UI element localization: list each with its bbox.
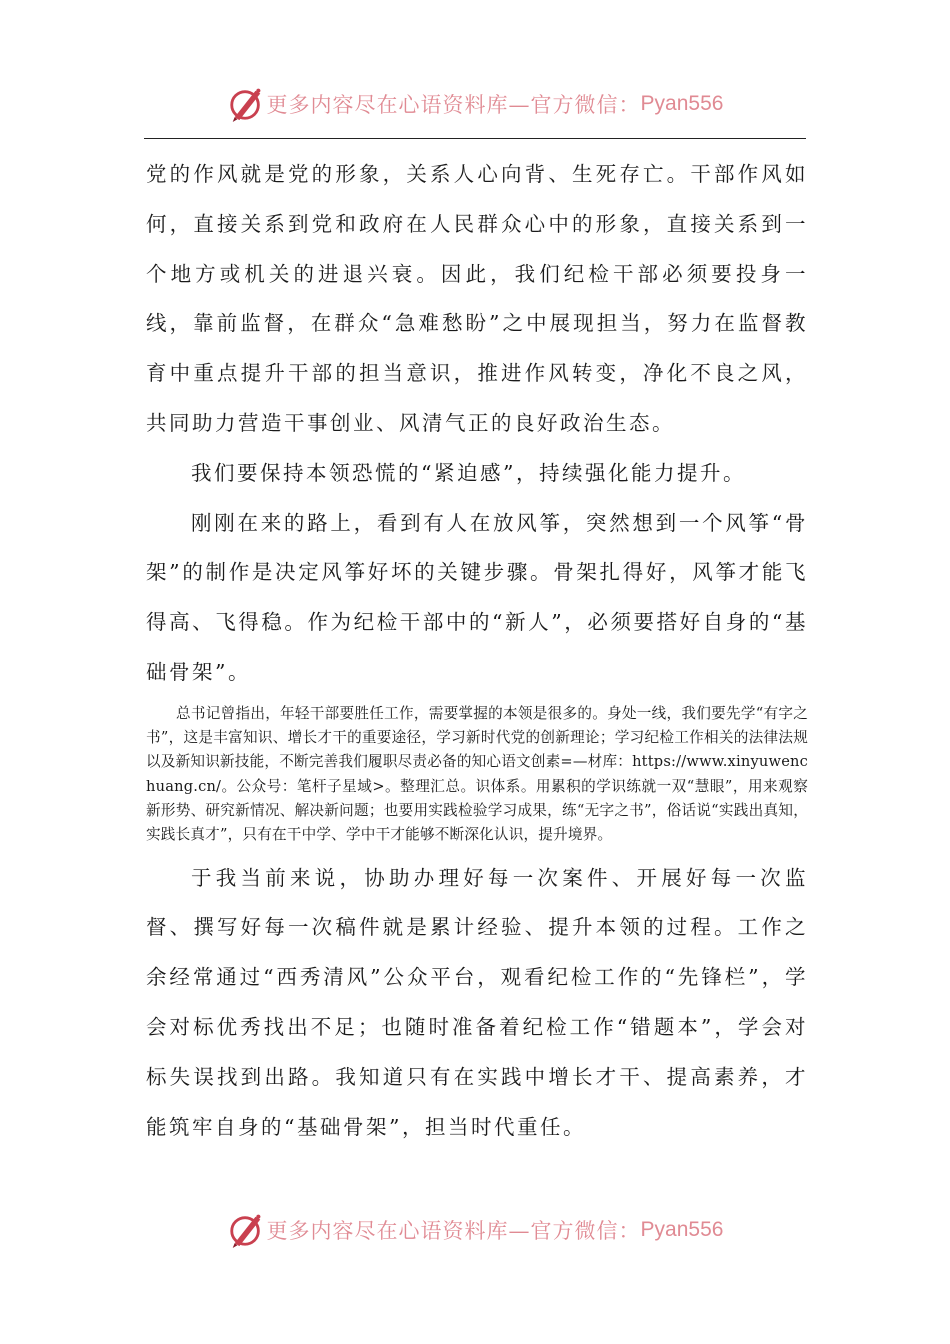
header-wechat-id: Pyan556 — [640, 92, 724, 115]
footer-banner-text: 更多内容尽在心语资料库—官方微信： — [266, 1219, 641, 1243]
small-print-paragraph: 总书记曾指出，年轻干部要胜任工作，需要掌握的本领是很多的。身处一线，我们要先学“有字之书”，这是丰富知识、增长才干的重要途径，学习新时代党的创新理论；学习纪检工作相关的法律法规以及新知识新技能，不断完善我们履职尽责必备的知心语文创素=—材库：https://www.xinyuwenchuang.cn/。公众号：笔杆子星域>。整理汇总。识体系。用累积的学识练就一双“慧眼”，用来观察新形势、研究新情况、解决新问题；也要用实践检验学习成果，练“无字之书”，俗话说“实践出真知，实践长真才”，只有在干中学、学中干才能够不断深化认识，提升境界。 — [146, 704, 808, 844]
footer-wechat-id: Pyan556 — [640, 1218, 724, 1241]
paragraph: 于我当前来说，协助办理好每一次案件、开展好每一次监督、撰写好每一次稿件就是累计经验、提升本领的过程。工作之余经常通过“西秀清风”公众平台，观看纪检工作的“先锋栏”，学会对标优秀找出不足；也随时准备着纪检工作“错题本”，学会对标失误找到出路。我知道只有在实践中增长才干、提高素养，才能筑牢自身的“基础骨架”，担当时代重任。 — [146, 865, 808, 1139]
header-banner-text: 更多内容尽在心语资料库—官方微信： — [266, 93, 641, 117]
document-body — [146, 150, 808, 1152]
header-divider — [144, 138, 806, 139]
paragraph: 党的作风就是党的形象，关系人心向背、生死存亡。干部作风如何，直接关系到党和政府在人民群众心中的形象，直接关系到一个地方或机关的进退兴衰。因此，我们纪检干部必须要投身一线，靠前监督，在群众“急难愁盼”之中展现担当，努力在监督教育中重点提升干部的担当意识，推进作风转变，净化不良之风，共同助力营造干事创业、风清气正的良好政治生态。 — [146, 162, 808, 435]
pen-circle-logo-icon — [227, 85, 265, 123]
paragraph: 我们要保持本领恐慌的“紧迫感”，持续强化能力提升。 — [191, 460, 746, 485]
paragraph: 刚刚在来的路上，看到有人在放风筝，突然想到一个风筝“骨架”的制作是决定风筝好坏的关键步骤。骨架扎得好，风筝才能飞得高、飞得稳。作为纪检干部中的“新人”，必须要搭好自身的“基础骨架”。 — [146, 510, 808, 684]
footer-banner — [0, 1208, 950, 1252]
header-banner — [0, 82, 950, 126]
pen-circle-logo-icon — [227, 1211, 265, 1249]
